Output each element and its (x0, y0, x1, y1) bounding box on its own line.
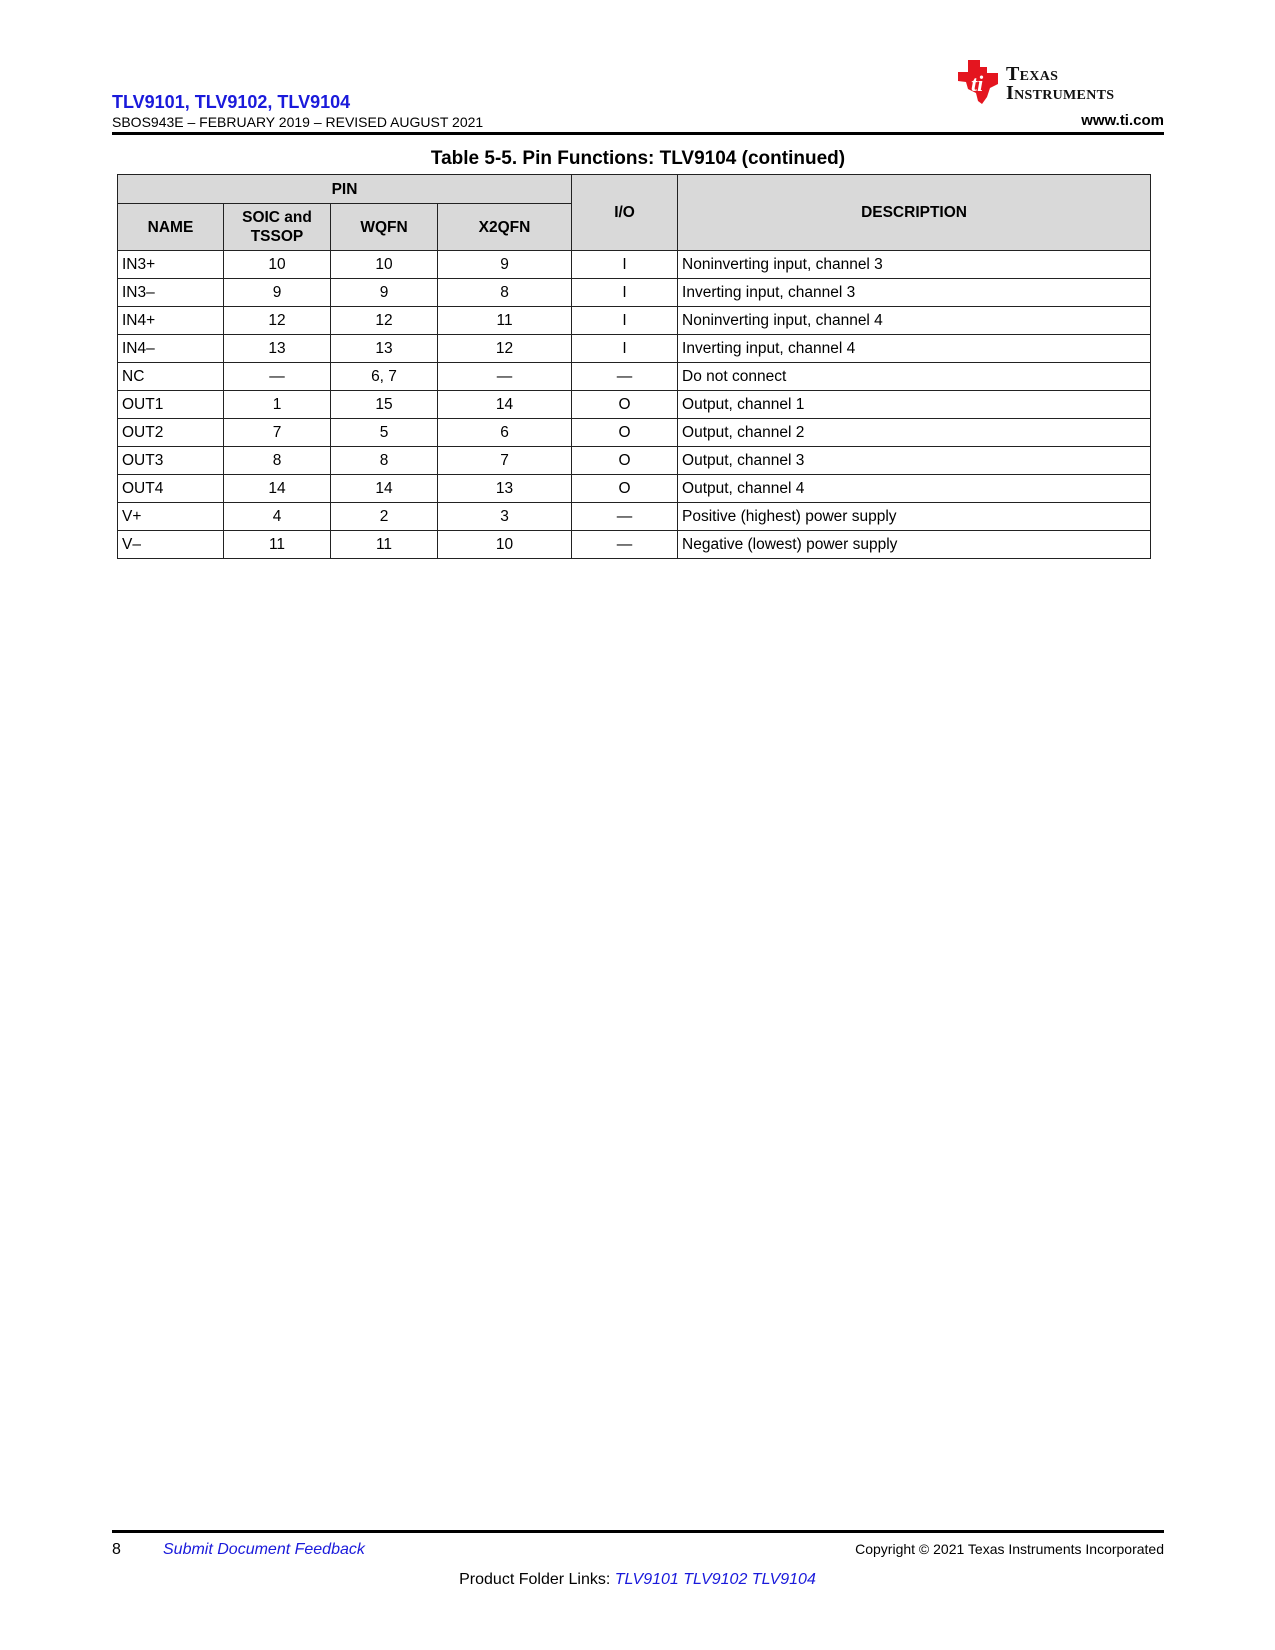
cell-io: O (572, 447, 678, 475)
cell-io: — (572, 531, 678, 559)
cell-name: OUT3 (118, 447, 224, 475)
cell-wqfn: 15 (331, 391, 438, 419)
cell-description: Inverting input, channel 4 (678, 335, 1151, 363)
cell-name: IN3+ (118, 251, 224, 279)
cell-io: — (572, 363, 678, 391)
table-row (118, 447, 1151, 475)
cell-wqfn: 13 (331, 335, 438, 363)
cell-description: Noninverting input, channel 3 (678, 251, 1151, 279)
cell-x2qfn: 8 (438, 279, 572, 307)
cell-name: IN4– (118, 335, 224, 363)
cell-soic: 4 (224, 503, 331, 531)
cell-description: Output, channel 4 (678, 475, 1151, 503)
cell-wqfn: 12 (331, 307, 438, 335)
cell-x2qfn: 7 (438, 447, 572, 475)
cell-io: I (572, 279, 678, 307)
wqfn-header: WQFN (331, 204, 438, 251)
pin-group-header: PIN (118, 175, 572, 204)
ti-logo-wordmark (1006, 65, 1114, 103)
cell-x2qfn: 11 (438, 307, 572, 335)
cell-soic: 10 (224, 251, 331, 279)
cell-name: NC (118, 363, 224, 391)
cell-wqfn: 10 (331, 251, 438, 279)
cell-description: Inverting input, channel 3 (678, 279, 1151, 307)
cell-name: IN3– (118, 279, 224, 307)
cell-wqfn: 8 (331, 447, 438, 475)
logo-line-1: Texas (1006, 63, 1059, 85)
table-row (118, 279, 1151, 307)
table-row (118, 475, 1151, 503)
product-links-label: Product Folder Links: (459, 1571, 611, 1588)
cell-description: Output, channel 2 (678, 419, 1151, 447)
product-link-tlv9104[interactable]: TLV9104 (751, 1571, 816, 1588)
cell-name: V– (118, 531, 224, 559)
cell-description: Output, channel 1 (678, 391, 1151, 419)
cell-name: OUT2 (118, 419, 224, 447)
cell-soic: 13 (224, 335, 331, 363)
ti-logo (954, 58, 1164, 106)
ti-logo-icon (954, 58, 1002, 106)
cell-wqfn: 9 (331, 279, 438, 307)
table-caption: Table 5-5. Pin Functions: TLV9104 (continued) (430, 148, 846, 169)
cell-io: I (572, 335, 678, 363)
table-row (118, 363, 1151, 391)
name-header: NAME (118, 204, 224, 251)
cell-x2qfn: 13 (438, 475, 572, 503)
table-row (118, 419, 1151, 447)
table-row (118, 251, 1151, 279)
cell-soic: 12 (224, 307, 331, 335)
cell-soic: 11 (224, 531, 331, 559)
product-folder-links (0, 1571, 1275, 1589)
header-divider (112, 132, 1164, 135)
cell-wqfn: 6, 7 (331, 363, 438, 391)
cell-x2qfn: 6 (438, 419, 572, 447)
cell-wqfn: 14 (331, 475, 438, 503)
footer-divider (112, 1530, 1164, 1533)
cell-name: IN4+ (118, 307, 224, 335)
cell-description: Do not connect (678, 363, 1151, 391)
document-title[interactable]: TLV9101, TLV9102, TLV9104 (112, 92, 351, 112)
cell-soic: 9 (224, 279, 331, 307)
svg-text:ti: ti (971, 71, 984, 96)
cell-io: I (572, 251, 678, 279)
cell-io: I (572, 307, 678, 335)
cell-x2qfn: 12 (438, 335, 572, 363)
logo-line-2: Instruments (1006, 82, 1115, 104)
cell-wqfn: 5 (331, 419, 438, 447)
cell-description: Output, channel 3 (678, 447, 1151, 475)
table-row (118, 503, 1151, 531)
soic-tssop-header: SOIC and TSSOP (224, 204, 331, 251)
cell-io: O (572, 475, 678, 503)
cell-io: — (572, 503, 678, 531)
cell-io: O (572, 391, 678, 419)
cell-io: O (572, 419, 678, 447)
description-header: DESCRIPTION (678, 175, 1151, 251)
product-link-tlv9101[interactable]: TLV9101 (614, 1571, 679, 1588)
io-header: I/O (572, 175, 678, 251)
cell-x2qfn: 9 (438, 251, 572, 279)
table-row (118, 307, 1151, 335)
cell-soic: 7 (224, 419, 331, 447)
table-row (118, 531, 1151, 559)
cell-soic: 14 (224, 475, 331, 503)
x2qfn-header: X2QFN (438, 204, 572, 251)
website-link[interactable]: www.ti.com (1081, 112, 1164, 129)
cell-soic: 1 (224, 391, 331, 419)
cell-name: V+ (118, 503, 224, 531)
cell-name: OUT1 (118, 391, 224, 419)
product-link-tlv9102[interactable]: TLV9102 (683, 1571, 748, 1588)
cell-description: Positive (highest) power supply (678, 503, 1151, 531)
cell-soic: 8 (224, 447, 331, 475)
cell-x2qfn: 3 (438, 503, 572, 531)
pin-functions-table (117, 174, 1151, 559)
page-number: 8 (112, 1541, 121, 1558)
table-row (118, 335, 1151, 363)
pin-table-body (118, 251, 1151, 559)
cell-name: OUT4 (118, 475, 224, 503)
table-row (118, 391, 1151, 419)
submit-feedback-link[interactable]: Submit Document Feedback (163, 1541, 365, 1558)
cell-x2qfn: 10 (438, 531, 572, 559)
cell-description: Noninverting input, channel 4 (678, 307, 1151, 335)
document-number: SBOS943E – FEBRUARY 2019 – REVISED AUGUST 2021 (112, 114, 484, 130)
cell-soic: — (224, 363, 331, 391)
cell-wqfn: 2 (331, 503, 438, 531)
copyright-notice: Copyright © 2021 Texas Instruments Incorporated (855, 1541, 1164, 1557)
cell-x2qfn: — (438, 363, 572, 391)
cell-wqfn: 11 (331, 531, 438, 559)
cell-description: Negative (lowest) power supply (678, 531, 1151, 559)
cell-x2qfn: 14 (438, 391, 572, 419)
